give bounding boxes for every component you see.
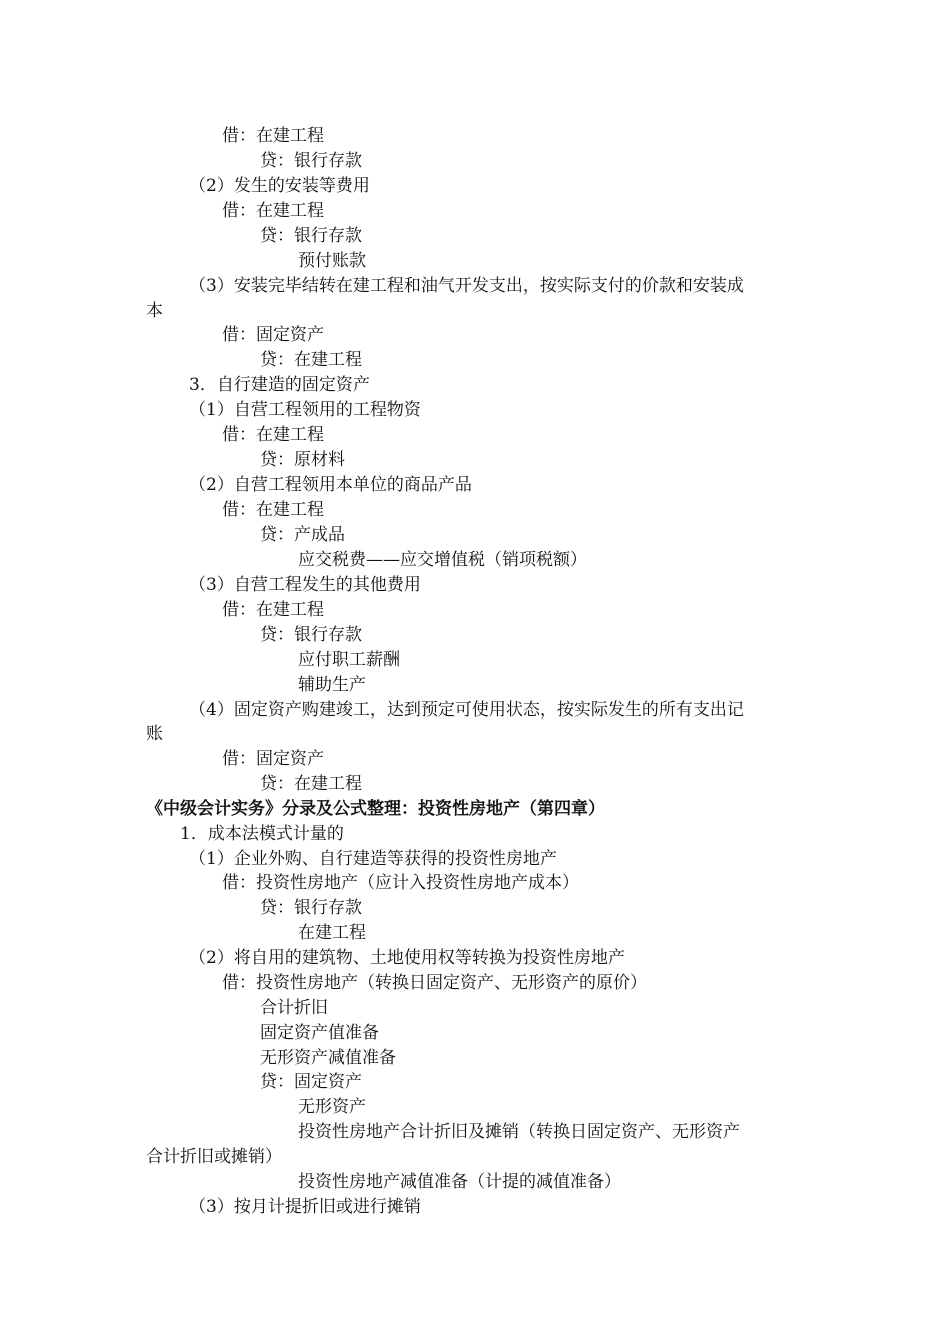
text-line: （3）安装完毕结转在建工程和油气开发支出，按实际支付的价款和安装成 <box>189 276 744 296</box>
text-line: 账 <box>146 724 163 744</box>
text-line: 投资性房地产减值准备（计提的减值准备） <box>298 1172 621 1192</box>
text-line: 贷：在建工程 <box>260 774 362 794</box>
text-line: （3）自营工程发生的其他费用 <box>189 575 421 595</box>
text-line: 预付账款 <box>298 251 366 271</box>
text-line: 借：在建工程 <box>222 126 324 146</box>
text-line: 借：固定资产 <box>222 749 324 769</box>
text-line: （2）将自用的建筑物、土地使用权等转换为投资性房地产 <box>189 948 625 968</box>
text-line: 合计折旧 <box>260 998 328 1018</box>
text-line: 贷：银行存款 <box>260 898 362 918</box>
chapter-title: 《中级会计实务》分录及公式整理：投资性房地产（第四章） <box>146 799 605 819</box>
text-line: （1）企业外购、自行建造等获得的投资性房地产 <box>189 849 557 869</box>
text-line: 本 <box>146 301 163 321</box>
text-line: （4）固定资产购建竣工，达到预定可使用状态，按实际发生的所有支出记 <box>189 700 744 720</box>
text-line: 贷：银行存款 <box>260 625 362 645</box>
text-line: 贷：银行存款 <box>260 226 362 246</box>
section-heading: 3．自行建造的固定资产 <box>189 375 370 395</box>
text-line: 无形资产 <box>298 1097 366 1117</box>
text-line: 应付职工薪酬 <box>298 650 400 670</box>
text-line: 借：在建工程 <box>222 425 324 445</box>
text-line: 借：在建工程 <box>222 201 324 221</box>
text-line: 投资性房地产合计折旧及摊销（转换日固定资产、无形资产 <box>298 1122 740 1142</box>
text-line: 应交税费——应交增值税（销项税额） <box>298 550 587 570</box>
text-line: 合计折旧或摊销） <box>146 1147 282 1167</box>
text-line: 贷：固定资产 <box>260 1072 362 1092</box>
text-line: 借：投资性房地产（转换日固定资产、无形资产的原价） <box>222 973 647 993</box>
text-line: 借：在建工程 <box>222 600 324 620</box>
text-line: （2）自营工程领用本单位的商品产品 <box>189 475 472 495</box>
text-line: （3）按月计提折旧或进行摊销 <box>189 1197 421 1217</box>
text-line: 贷：银行存款 <box>260 151 362 171</box>
text-line: 借：固定资产 <box>222 325 324 345</box>
text-line: 无形资产减值准备 <box>260 1048 396 1068</box>
text-line: 贷：原材料 <box>260 450 345 470</box>
text-line: 贷：产成品 <box>260 525 345 545</box>
text-line: 固定资产值准备 <box>260 1023 379 1043</box>
text-line: （2）发生的安装等费用 <box>189 176 370 196</box>
text-line: 借：在建工程 <box>222 500 324 520</box>
text-line: 借：投资性房地产（应计入投资性房地产成本） <box>222 873 579 893</box>
text-line: 在建工程 <box>298 923 366 943</box>
text-line: 辅助生产 <box>298 675 366 695</box>
section-heading: 1．成本法模式计量的 <box>180 824 344 844</box>
text-line: 贷：在建工程 <box>260 350 362 370</box>
text-line: （1）自营工程领用的工程物资 <box>189 400 421 420</box>
